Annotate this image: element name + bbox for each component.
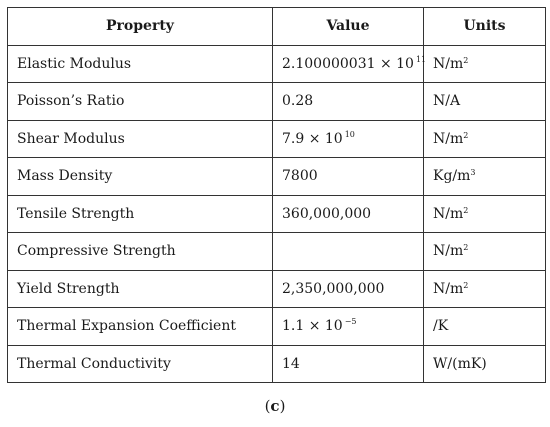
table-row (8, 83, 546, 121)
header-property: Property (8, 8, 273, 46)
units-cell (424, 158, 546, 196)
property-cell: Yield Strength (8, 270, 273, 308)
units-cell (424, 195, 546, 233)
table-row (8, 308, 546, 346)
units-cell (424, 308, 546, 346)
units-cell (424, 233, 546, 271)
value-base: 1.1 × 10 (282, 318, 343, 335)
value-base: 0.28 (282, 93, 314, 110)
value-cell (273, 345, 424, 383)
property-cell: Mass Density (8, 158, 273, 196)
header-row (8, 8, 546, 46)
units-cell (424, 270, 546, 308)
units-superscript: 2 (463, 205, 469, 215)
value-cell (273, 45, 427, 83)
units-cell (424, 45, 546, 83)
value-cell (273, 120, 424, 158)
units-base: N/m (433, 205, 464, 222)
value-base: 2,350,000,000 (282, 280, 385, 297)
units-base: N/A (433, 93, 461, 110)
property-cell: Poisson’s Ratio (8, 83, 273, 121)
units-cell (424, 345, 546, 383)
units-base: N/m (433, 280, 464, 297)
units-superscript: 2 (463, 130, 469, 140)
value-cell (273, 233, 424, 271)
table-row (8, 45, 546, 83)
units-cell (424, 83, 546, 121)
value-base: 7800 (282, 168, 318, 185)
value-cell (273, 195, 424, 233)
caption-open-paren: ( (264, 397, 271, 415)
units-base: N/m (433, 130, 464, 147)
value-cell (273, 270, 424, 308)
units-base: N/m (433, 55, 464, 72)
value-cell (273, 158, 424, 196)
units-superscript: 3 (470, 168, 476, 178)
property-cell: Thermal Conductivity (8, 345, 273, 383)
value-exponent: 10 (344, 129, 355, 139)
units-base: /K (433, 318, 449, 335)
value-base: 7.9 × 10 (282, 130, 343, 147)
value-base: 14 (282, 355, 300, 372)
units-cell (424, 120, 546, 158)
figure-caption (0, 397, 550, 415)
table-row (8, 233, 546, 271)
units-base: N/m (433, 243, 464, 260)
units-base: W/(mK) (433, 355, 487, 372)
units-superscript: 2 (463, 280, 469, 290)
header-value: Value (273, 8, 424, 46)
value-cell (273, 308, 424, 346)
value-exponent: 11 (415, 54, 427, 64)
table-row (8, 158, 546, 196)
properties-table (7, 7, 546, 383)
property-cell: Shear Modulus (8, 120, 273, 158)
caption-close-paren: ) (279, 397, 286, 415)
value-base: 360,000,000 (282, 205, 372, 222)
property-cell: Tensile Strength (8, 195, 273, 233)
value-exponent: −5 (344, 317, 357, 327)
table-row (8, 195, 546, 233)
property-cell: Compressive Strength (8, 233, 273, 271)
units-superscript: 2 (463, 243, 469, 253)
table-row (8, 120, 546, 158)
property-cell: Elastic Modulus (8, 45, 273, 83)
property-cell: Thermal Expansion Coefficient (8, 308, 273, 346)
caption-letter: c (270, 397, 280, 415)
value-base: 2.100000031 × 10 (282, 55, 414, 72)
units-base: Kg/m (433, 168, 471, 185)
units-superscript: 2 (463, 55, 469, 65)
header-units: Units (424, 8, 546, 46)
value-cell (273, 83, 424, 121)
table-row (8, 270, 546, 308)
table-row (8, 345, 546, 383)
